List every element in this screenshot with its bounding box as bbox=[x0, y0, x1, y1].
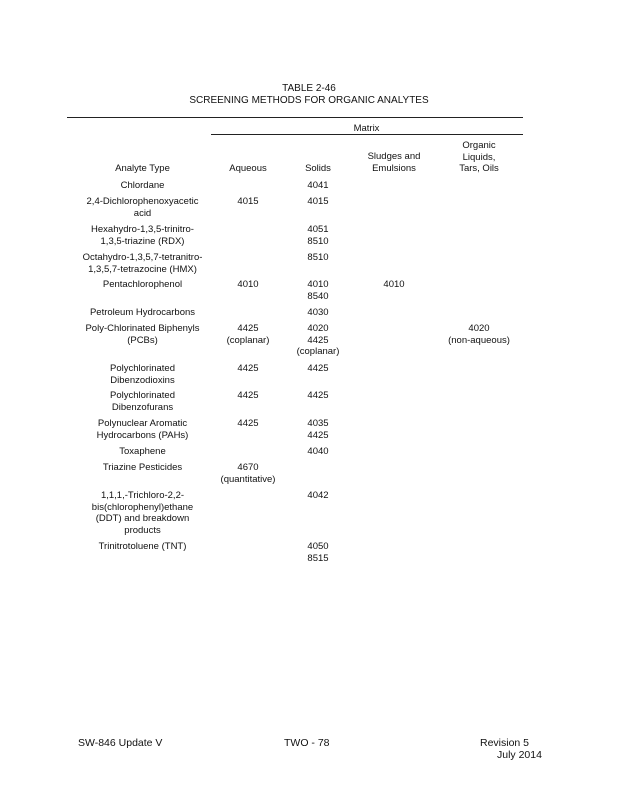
cell-aqueous: 4425 (coplanar) bbox=[226, 323, 270, 346]
table-top-rule bbox=[67, 117, 523, 118]
cell-solids: 4040 bbox=[307, 446, 329, 457]
header-sludges-emulsions: Sludges and Emulsions bbox=[367, 151, 421, 174]
cell-solids: 4425 bbox=[307, 363, 329, 374]
cell-solids: 4041 bbox=[307, 180, 329, 191]
cell-sludges: 4010 bbox=[383, 279, 405, 290]
header-aqueous: Aqueous bbox=[229, 163, 267, 174]
cell-solids: 4015 bbox=[307, 196, 329, 207]
cell-aqueous: 4015 bbox=[237, 196, 259, 207]
cell-solids: 4425 bbox=[307, 390, 329, 401]
cell-analyte: Polychlorinated Dibenzofurans bbox=[110, 390, 175, 413]
cell-aqueous: 4425 bbox=[237, 363, 259, 374]
cell-analyte: Polychlorinated Dibenzodioxins bbox=[110, 363, 175, 386]
cell-solids: 4010 8540 bbox=[307, 279, 329, 302]
cell-solids: 4035 4425 bbox=[307, 418, 329, 441]
cell-analyte: Pentachlorophenol bbox=[102, 279, 183, 290]
cell-aqueous: 4670 (quantitative) bbox=[220, 462, 276, 485]
footer-date: July 2014 bbox=[497, 749, 542, 761]
cell-analyte: Chlordane bbox=[120, 180, 165, 191]
cell-solids: 4030 bbox=[307, 307, 329, 318]
table-number: TABLE 2-46 bbox=[282, 83, 336, 94]
cell-solids: 4042 bbox=[307, 490, 329, 501]
cell-analyte: 1,1,1,-Trichloro-2,2- bis(chlorophenyl)ethane (DDT) and breakdown products bbox=[91, 490, 194, 536]
matrix-header: Matrix bbox=[353, 123, 380, 134]
footer-document-id: SW-846 Update V bbox=[78, 737, 163, 749]
cell-aqueous: 4425 bbox=[237, 418, 259, 429]
cell-analyte: Poly-Chlorinated Biphenyls (PCBs) bbox=[85, 323, 200, 346]
cell-solids: 4050 8515 bbox=[307, 541, 329, 564]
header-organic-liquids: Organic Liquids, Tars, Oils bbox=[459, 140, 499, 174]
cell-analyte: Trinitrotoluene (TNT) bbox=[98, 541, 187, 552]
cell-aqueous: 4425 bbox=[237, 390, 259, 401]
footer-revision: Revision 5 bbox=[480, 737, 530, 749]
header-solids: Solids bbox=[305, 163, 331, 174]
cell-analyte: Toxaphene bbox=[119, 446, 166, 457]
cell-solids: 4051 8510 bbox=[307, 224, 329, 247]
cell-solids: 8510 bbox=[307, 252, 329, 263]
cell-analyte: Hexahydro-1,3,5-trinitro- 1,3,5-triazine (RDX) bbox=[91, 224, 194, 247]
footer-page-number: TWO - 78 bbox=[284, 737, 330, 749]
cell-solids: 4020 4425 (coplanar) bbox=[296, 323, 340, 358]
cell-analyte: 2,4-Dichlorophenoxyacetic acid bbox=[86, 196, 199, 219]
cell-aqueous: 4010 bbox=[237, 279, 259, 290]
cell-analyte: Polynuclear Aromatic Hydrocarbons (PAHs) bbox=[96, 418, 189, 441]
header-analyte-type: Analyte Type bbox=[115, 163, 170, 174]
matrix-rule bbox=[211, 134, 523, 135]
cell-organic: 4020 (non-aqueous) bbox=[448, 323, 510, 346]
table-title: SCREENING METHODS FOR ORGANIC ANALYTES bbox=[189, 95, 429, 106]
cell-analyte: Petroleum Hydrocarbons bbox=[89, 307, 196, 318]
cell-analyte: Octahydro-1,3,5,7-tetranitro- 1,3,5,7-tetrazocine (HMX) bbox=[82, 252, 203, 275]
cell-analyte: Triazine Pesticides bbox=[102, 462, 183, 473]
